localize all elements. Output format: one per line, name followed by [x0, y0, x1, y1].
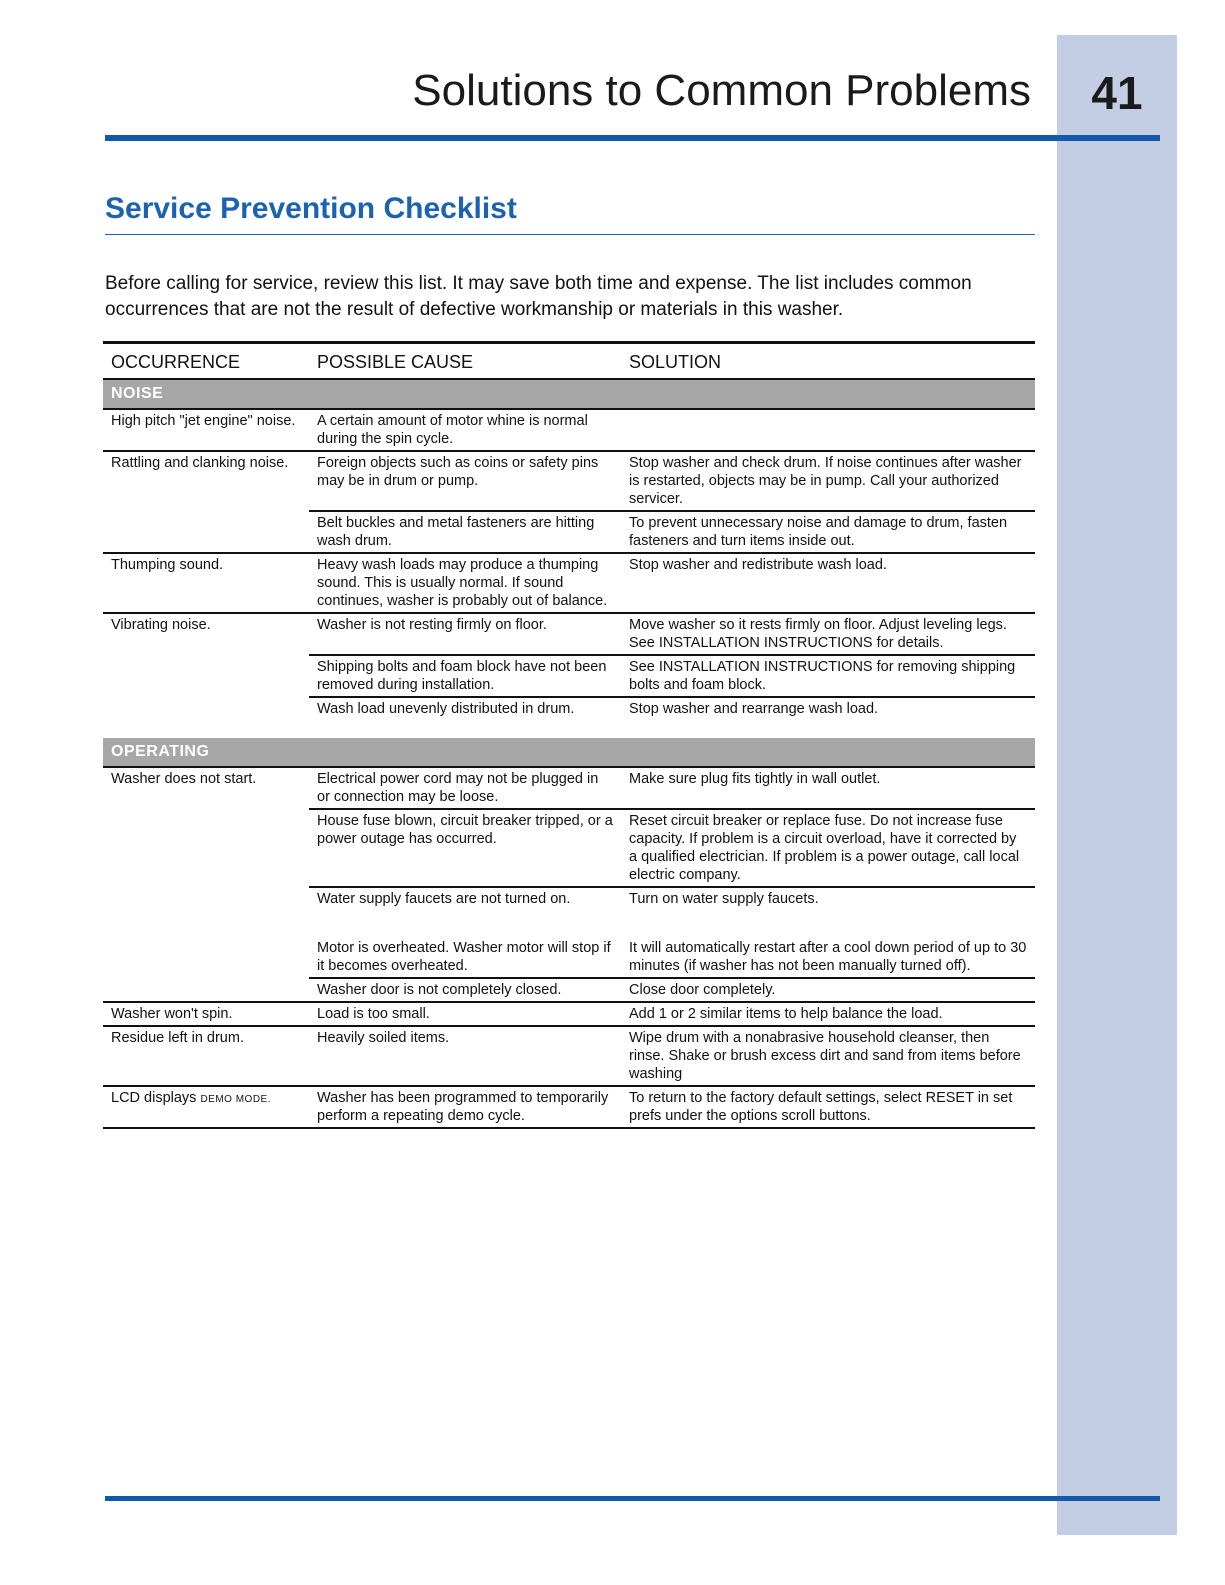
cause-cell: Heavily soiled items.: [309, 1026, 621, 1086]
intro-paragraph: Before calling for service, review this list. It may save both time and expense. The list includes common occurrences that are not the result of defective workmanship or materials in this washer.: [105, 273, 972, 320]
table-row: [103, 809, 1035, 887]
table-row: [103, 937, 1035, 978]
header-rule: [105, 135, 1160, 141]
occurrence-cell: Rattling and clanking noise.: [103, 451, 309, 511]
category-row-noise: [103, 379, 1035, 409]
row-spacer: [103, 720, 1035, 738]
cause-cell: Electrical power cord may not be plugged in or connection may be loose.: [317, 771, 599, 805]
solution-cell: To prevent unnecessary noise and damage to drum, fasten fasteners and turn items inside out.: [621, 511, 1035, 553]
solution-cell: Reset circuit breaker or replace fuse. Do not increase fuse capacity. If problem is a circuit overload, have it corrected by a qualified electrician. If problem is a power outage, call local electric company.: [621, 809, 1035, 887]
solution-cell: Stop washer and check drum. If noise continues after washer is restarted, objects may be in pump. Call your authorized servicer.: [621, 451, 1035, 511]
solution-cell: [621, 409, 1035, 451]
category-label: NOISE: [103, 379, 1035, 409]
cause-cell: Load is too small.: [309, 1002, 621, 1026]
cause-cell: House fuse blown, circuit breaker tripped, or a power outage has occurred.: [309, 809, 621, 887]
occurrence-cell: Thumping sound.: [103, 553, 309, 613]
cause-cell: Water supply faucets are not turned on.: [309, 887, 621, 937]
cause-cell: Belt buckles and metal fasteners are hitting wash drum.: [309, 511, 621, 553]
table-row: [103, 767, 1035, 809]
table-row: [103, 697, 1035, 720]
table-row: [103, 978, 1035, 1002]
solution-cell: Stop washer and rearrange wash load.: [621, 697, 1035, 720]
cause-cell: A certain amount of motor whine is normal during the spin cycle.: [317, 413, 588, 447]
category-label: OPERATING: [103, 738, 1035, 767]
occurrence-cell: Vibrating noise.: [103, 613, 309, 655]
cause-cell: Washer is not resting firmly on floor.: [309, 613, 621, 655]
cause-cell: Foreign objects such as coins or safety pins may be in drum or pump.: [309, 451, 621, 511]
occurrence-cell: [103, 655, 309, 697]
cause-cell: Washer has been programmed to temporarily perform a repeating demo cycle.: [309, 1086, 621, 1128]
occurrence-cell: Washer does not start.: [111, 771, 257, 787]
solution-cell: See INSTALLATION INSTRUCTIONS for removing shipping bolts and foam block.: [621, 655, 1035, 697]
occurrence-cell: High pitch "jet engine" noise.: [111, 413, 296, 429]
cause-cell: Wash load unevenly distributed in drum.: [309, 697, 621, 720]
table-row: [103, 511, 1035, 553]
table-row: [103, 613, 1035, 655]
table-row: [103, 1086, 1035, 1128]
table-row: [103, 409, 1035, 451]
solution-cell: Add 1 or 2 similar items to help balance the load.: [621, 1002, 1035, 1026]
solution-cell: To return to the factory default settings, select RESET in set prefs under the options scroll buttons.: [621, 1086, 1035, 1128]
occurrence-cell: Residue left in drum.: [103, 1026, 309, 1086]
table-row: [103, 1002, 1035, 1026]
solution-cell: Make sure plug fits tightly in wall outlet.: [629, 771, 881, 787]
column-header-solution: SOLUTION: [621, 343, 1035, 380]
occurrence-cell: Washer won't spin.: [103, 1002, 309, 1026]
display-code: DEMO MODE.: [200, 1094, 272, 1105]
occurrence-cell: [103, 809, 309, 887]
solution-cell: Wipe drum with a nonabrasive household cleanser, then rinse. Shake or brush excess dirt and sand from items before washing: [621, 1026, 1035, 1086]
occurrence-cell: [103, 937, 309, 978]
footer-rule: [105, 1496, 1160, 1501]
side-band: [1057, 35, 1177, 1535]
page-title: Solutions to Common Problems: [412, 66, 1031, 115]
table-header-row: [103, 343, 1035, 380]
occurrence-cell: [103, 697, 309, 720]
solution-cell: Stop washer and redistribute wash load.: [621, 553, 1035, 613]
cause-cell: Shipping bolts and foam block have not been removed during installation.: [309, 655, 621, 697]
page-number: 41: [1091, 67, 1143, 119]
category-row-operating: [103, 738, 1035, 767]
table-row: [103, 451, 1035, 511]
column-header-occurrence: OCCURRENCE: [103, 343, 309, 380]
section-divider: [105, 234, 1035, 235]
table-row: [103, 887, 1035, 937]
column-header-cause: POSSIBLE CAUSE: [309, 343, 621, 380]
occurrence-cell: [103, 1086, 309, 1128]
solution-cell: Turn on water supply faucets.: [621, 887, 1035, 937]
occurrence-cell: [103, 511, 309, 553]
cause-cell: Washer door is not completely closed.: [309, 978, 621, 1002]
table-row: [103, 553, 1035, 613]
solution-cell: Close door completely.: [621, 978, 1035, 1002]
section-title: Service Prevention Checklist: [105, 192, 517, 225]
cause-cell: Motor is overheated. Washer motor will stop if it becomes overheated.: [317, 940, 611, 974]
table-row: [103, 655, 1035, 697]
occurrence-cell: [103, 887, 309, 937]
cause-cell: Heavy wash loads may produce a thumping sound. This is usually normal. If sound continues, washer is probably out of balance.: [309, 553, 621, 613]
solution-cell: Move washer so it rests firmly on floor. Adjust leveling legs. See INSTALLATION INSTRUCTIONS for details.: [621, 613, 1035, 655]
table-row: [103, 1026, 1035, 1086]
occurrence-text: LCD displays: [111, 1090, 201, 1106]
occurrence-cell: [103, 978, 309, 1002]
checklist-table: [103, 341, 1035, 1129]
solution-cell: It will automatically restart after a cool down period of up to 30 minutes (if washer has not been manually turned off).: [629, 940, 1027, 974]
